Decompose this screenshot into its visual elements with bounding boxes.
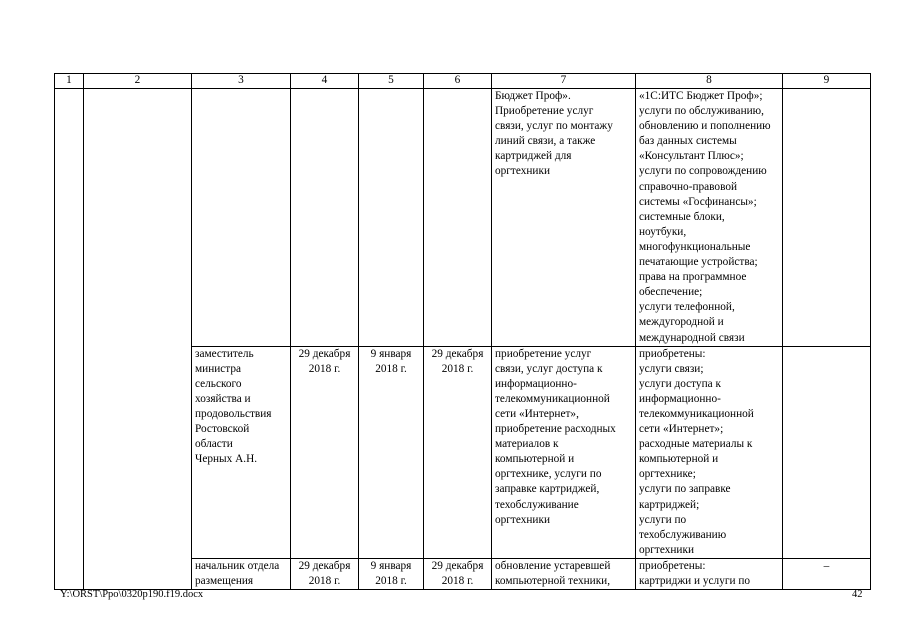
table-cell-col1	[55, 89, 84, 590]
table-cell-dash: –	[783, 558, 871, 589]
table-cell-date: 29 декабря 2018 г.	[291, 558, 359, 589]
footer-file-path: Y:\ORST\Ppo\0320p190.f19.docx	[60, 589, 204, 600]
page-number: 42	[852, 589, 863, 600]
table-header-row	[55, 74, 871, 89]
table-cell-col5	[359, 89, 424, 347]
table-cell-col9	[783, 89, 871, 347]
column-number-1: 1	[55, 74, 84, 89]
table-cell-result: «1С:ИТС Бюджет Проф»; услуги по обслуживанию, обновлению и пополнению баз данных системы «Консультант Плюс»; услуги по сопровождению справочно-правовой системы «Госфинансы»; системные блоки, ноутбуки, многофункциональные печатающие устройства; права на программное обеспечение; услуги телефонной, междугородной и международной связи	[636, 89, 783, 347]
report-table	[54, 73, 871, 590]
column-number-9: 9	[783, 74, 871, 89]
table-cell-col9	[783, 346, 871, 558]
column-number-7: 7	[492, 74, 636, 89]
table-cell-purpose: Бюджет Проф». Приобретение услуг связи, услуг по монтажу линий связи, а также картриджей для оргтехники	[492, 89, 636, 347]
table-cell-result: приобретены: услуги связи; услуги доступа к информационно- телекоммуникационной сети «Интернет»; расходные материалы к компьютерной и оргтехнике; услуги по заправке картриджей; услуги по техобслуживанию оргтехники	[636, 346, 783, 558]
column-number-6: 6	[424, 74, 492, 89]
table-cell-date: 29 декабря 2018 г.	[424, 346, 492, 558]
table-cell-result: приобретены: картриджи и услуги по	[636, 558, 783, 589]
table-cell-col3	[192, 89, 291, 347]
table-cell-date: 9 января 2018 г.	[359, 558, 424, 589]
table-cell-col6	[424, 89, 492, 347]
table-row	[55, 89, 871, 347]
column-number-2: 2	[84, 74, 192, 89]
table-cell-official: заместитель министра сельского хозяйства и продовольствия Ростовской области Черных А.Н.	[192, 346, 291, 558]
table-cell-date: 29 декабря 2018 г.	[424, 558, 492, 589]
table-cell-col2	[84, 89, 192, 590]
table-cell-official: начальник отдела размещения	[192, 558, 291, 589]
table-cell-col4	[291, 89, 359, 347]
table-cell-date: 9 января 2018 г.	[359, 346, 424, 558]
table-cell-purpose: приобретение услуг связи, услуг доступа к информационно- телекоммуникационной сети «Интернет», приобретение расходных материалов к компьютерной и оргтехнике, услуги по заправке картриджей, техобслуживание оргтехники	[492, 346, 636, 558]
column-number-3: 3	[192, 74, 291, 89]
column-number-5: 5	[359, 74, 424, 89]
table-cell-purpose: обновление устаревшей компьютерной техники,	[492, 558, 636, 589]
table-cell-date: 29 декабря 2018 г.	[291, 346, 359, 558]
column-number-4: 4	[291, 74, 359, 89]
column-number-8: 8	[636, 74, 783, 89]
